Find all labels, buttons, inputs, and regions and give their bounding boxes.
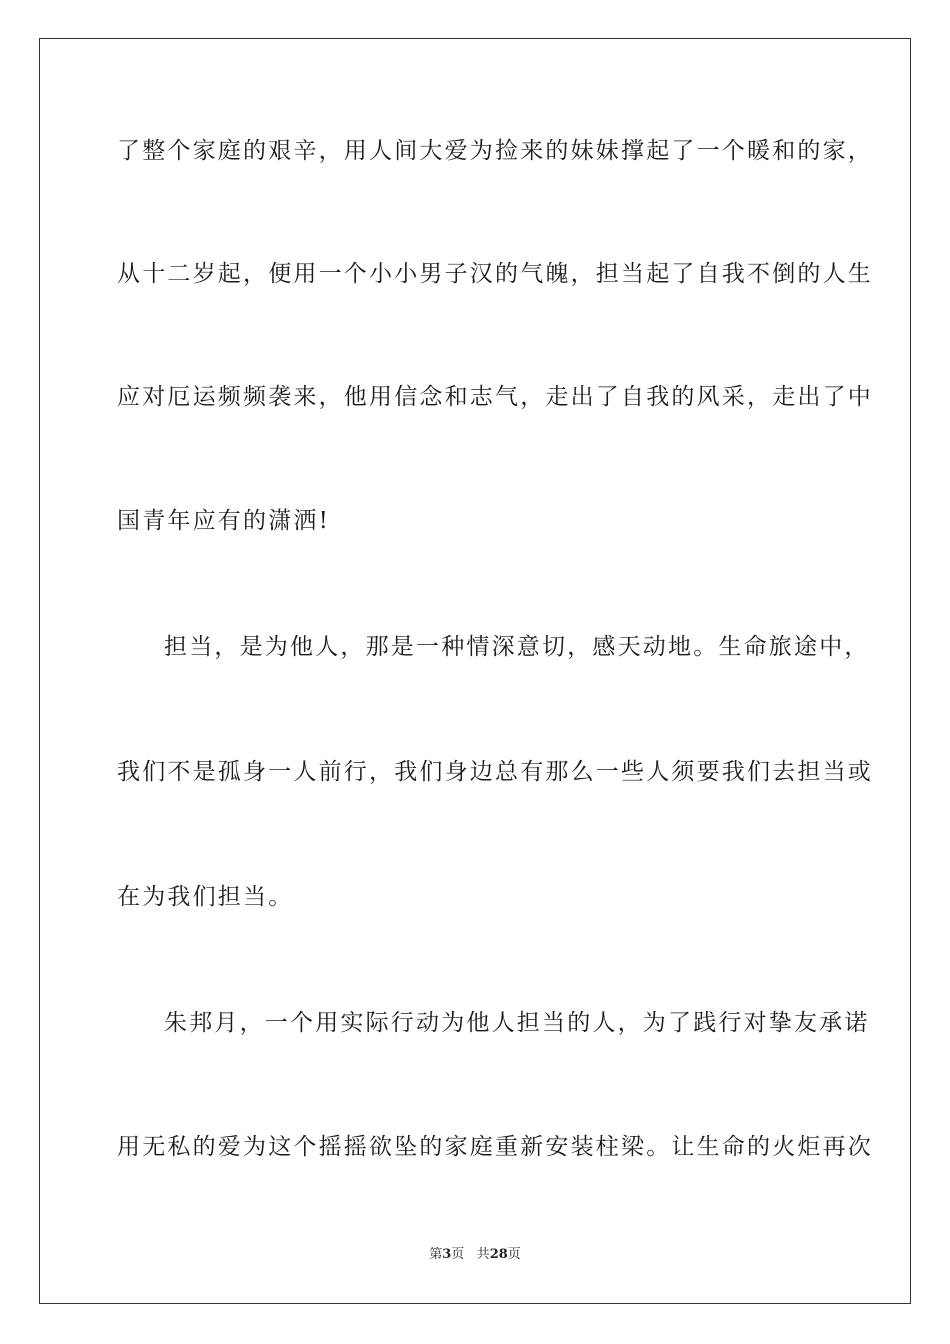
text-line-2: 从十二岁起，便用一个小小男子汉的气魄，担当起了自我不倒的人生: [117, 261, 873, 287]
text-line-6: 我们不是孤身一人前行，我们身边总有那么一些人须要我们去担当或: [117, 759, 873, 785]
page-suffix: 页: [451, 1247, 465, 1262]
text-line-7: 在为我们担当。: [117, 884, 294, 910]
total-suffix: 页: [507, 1247, 521, 1262]
page-border: [39, 38, 911, 1304]
total-prefix: 共: [476, 1247, 490, 1262]
total-pages: 28: [489, 1247, 508, 1262]
page-footer: [0, 1246, 950, 1264]
text-line-1: 了整个家庭的艰辛，用人间大爱为捡来的妹妹撑起了一个暖和的家，: [117, 138, 873, 164]
text-line-3: 应对厄运频频袭来，他用信念和志气，走出了自我的风采，走出了中: [117, 384, 873, 410]
text-line-8: 朱邦月，一个用实际行动为他人担当的人，为了践行对挚友承诺: [164, 1010, 870, 1036]
text-line-5: 担当，是为他人，那是一种情深意切，感天动地。生命旅途中，: [164, 634, 870, 660]
page-prefix: 第: [429, 1247, 443, 1262]
text-line-4: 国青年应有的潇洒!: [117, 508, 331, 534]
page-number: 3: [442, 1247, 452, 1262]
text-line-9: 用无私的爱为这个摇摇欲坠的家庭重新安装柱梁。让生命的火炬再次: [117, 1134, 873, 1160]
